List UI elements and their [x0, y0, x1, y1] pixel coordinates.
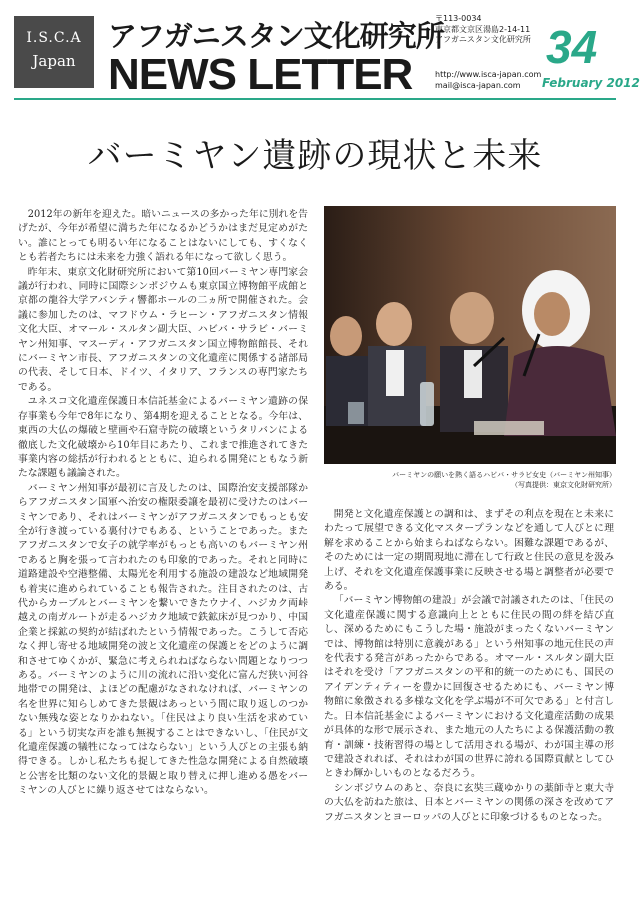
- right-column: [324, 508, 614, 825]
- logo-line1: I.S.C.A: [26, 30, 82, 46]
- address-street: 東京都文京区湯島2-14-11: [435, 24, 531, 34]
- isca-logo: [14, 16, 94, 88]
- address-org: アフガニスタン文化研究所: [435, 35, 531, 44]
- issue-number: 34: [546, 21, 598, 73]
- logo-line2: Japan: [32, 52, 76, 70]
- org-title: アフガニスタン文化研究所: [108, 19, 444, 53]
- masthead-divider: [14, 98, 616, 100]
- paragraph: 「バーミヤン博物館の建設」が会議で討議されたのは、「住民の文化遺産保護に関する意識向上とともに住民の間の絆を結び直し、深めるためにもこうした場・施設がまったくないバーミヤンでは、博物館は特別に意義がある」という州知事の地元住民の声を代表する発言があったからである。オマール・スルタン副大臣はそれを受け「アフガニスタンの平和的統一のためにも、国民のアイデンティティーを豊かに回復させるためにも、バーミヤン博物館に象徴される多様な文化を学ぶ場が不可欠である」と付言した。日本信託基金によるバーミヤンにおける文化遺産活動の成果が具体的な形で展示され、また地元の人たちによる保護活動の教育・訓練・技術習得の場として活用される場が、わが国主導の形で建設されれば、それはわが国の世界に誇れる国際貢献としてひときわ輝かしいものとなるだろう。: [324, 595, 614, 780]
- paragraph: バーミヤン州知事が最初に言及したのは、国際治安支援部隊からアフガニスタン国軍へ治安の権限委譲を最初に受けたのはバーミヤンであり、それはバーミヤンがアフガニスタンでもっとも安全が行き渡っている裏付けでもある、ということであった。またアフガニスタンで女子の就学率がもっとも高いのもバーミヤン州であると胸を張って言われたのも印象的であった。それと同時に道路建設や空港整備、太陽光を利用する施設の建設など地域開発も着実に進められていることも報告された。注目されたのは、古代からカーブルとバーミヤンを繋いできたウナイ、ハジカク両峠越えの南ガルートが走るハジカク地域で鉄鉱床が見つかり、中国企業と採鉱の契約が結ばれたという情報であった。こうして否応なく押し寄せる地域開発の波と文化遺産の保護とをどのように調和させてゆくかが、緊急に考えられねばならない問題となりつつある。バーミヤンのように川の流れに沿い変化に富んだ狭い河谷地帯での開発は、よほどの配慮がなされなければ、バーミヤンの名を世界に知らしめてきた景観はあっという間に取り返しのつかない無残な姿となりかねない。「住民はより良い生活を求めている」という切実な声を誰も無視することはできないし、「住民が文化遺産保護の犠牲になってはならない」という人びとの主張も納得できる。しかし私たちも捉してきた性急な開発による自然破壊と公害を比類のない文化的景観と取り替えに押し進める愚をバーミヤンの人びとに繰り返させてはならない。: [18, 482, 308, 797]
- website-link[interactable]: http://www.isca-japan.com: [435, 70, 542, 79]
- photo-caption: [324, 470, 616, 490]
- newsletter-title: NEWS LETTER: [108, 50, 413, 99]
- paragraph: 2012年の新年を迎えた。暗いニュースの多かった年に別れを告げたが、今年が希望に満ちた年になるかどうかはまだ見定めがたい。誰にとっても明るい年になることはないにしても、すくなくとも若者たちには未来を力強く語れる年になって欲しく思う。: [18, 209, 308, 264]
- paragraph: 開発と文化遺産保護との調和は、まずその利点を現在と未来にわたって展望できる文化マスタープランなどを通して人びとに理解を求めることから始まらねばならない。困難な課題であるが、そのためには一定の期間現地に滞在して行政と住民の意見を汲み上げ、それを文化遺産保護事業に反映させる場と調整者が必要である。: [324, 509, 614, 593]
- caption-line: バーミヤンの願いを熱く語るハビバ・サラビ女史（バーミヤン州知事）: [392, 471, 616, 479]
- paragraph: 昨年末、東京文化財研究所において第10回バーミヤン専門家会議が行われ、同時に国際シンポジウムも東京国立博物館平成館と京都の龍谷大学アバンティ響都ホールの二ヵ所で開催された。会議に参加したのは、マフドウム・ラヒーン・アフガニスタン情報文化大臣、オマール・スルタン副大臣、ハビバ・サラビ・バーミヤン州知事、マスーディ・アフガニスタン国立博物館館長、それにバーミヤン市長、アフガニスタンの文化遺産に関係する諸部局の代表、そして日本、ドイツ、イタリア、フランスの専門家たちである。: [18, 266, 308, 393]
- article-headline: バーミヤン遺跡の現状と未来: [87, 136, 543, 176]
- paragraph: シンポジウムのあと、奈良に玄奘三蔵ゆかりの薬師寺と東大寺の大仏を訪ねた旅は、日本とバーミヤンの関係の深さを改めてアフガニスタンとヨーロッパの人びとに印象づけるものとなった。: [324, 782, 614, 823]
- address-postal: 〒113-0034: [435, 14, 482, 23]
- email-link[interactable]: mail@isca-japan.com: [435, 80, 521, 90]
- address-block: [435, 14, 531, 46]
- left-column: [18, 208, 308, 799]
- caption-credit: （写真提供：東京文化財研究所）: [511, 481, 616, 489]
- contact-block: [435, 70, 541, 91]
- symposium-photo: [324, 206, 616, 464]
- issue-date: February 2012: [542, 76, 640, 90]
- paragraph: ユネスコ文化遺産保護日本信託基金によるバーミヤン遺跡の保存事業も今年で8年になり、第4期を迎えることとなる。今年は、東西の大仏の爆破と壁画や石窟寺院の破壊というタリバンによる徹底した文化破壊から10年目にあたり、これまで推進されてきた事業内容の総括が行われるとともに、迫られる開発にともなう新たな課題も議論された。: [18, 396, 308, 480]
